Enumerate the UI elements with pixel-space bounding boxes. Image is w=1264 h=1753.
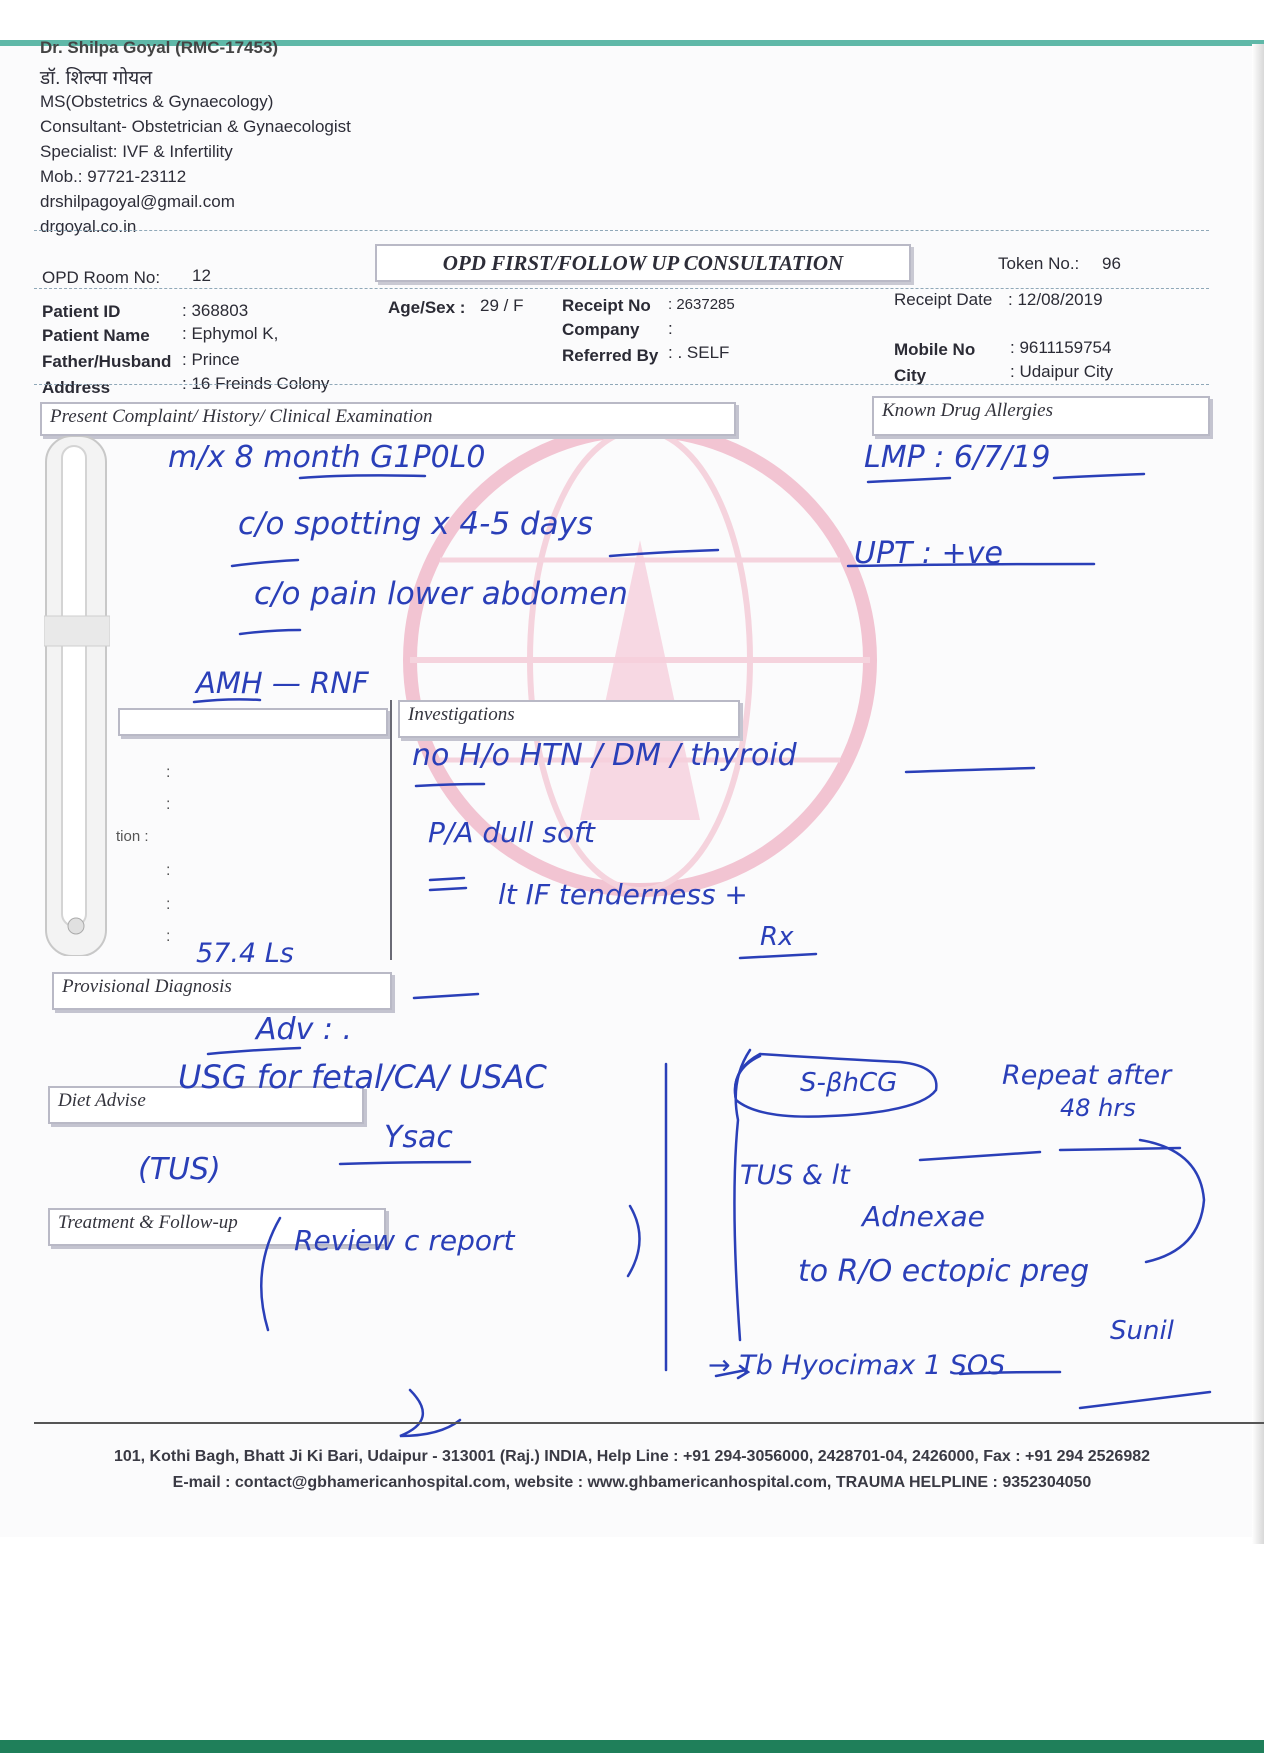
hw-advice: Adv : . [256, 1012, 353, 1047]
patient-id-value: : 368803 [182, 301, 249, 320]
father-husband-label: Father/Husband [42, 352, 172, 371]
company-label: Company [562, 320, 640, 339]
receipt-date-value: : 12/08/2019 [1008, 290, 1103, 309]
section-complaint-history: Present Complaint/ History/ Clinical Examination [40, 402, 736, 436]
hw-hrs: 48 hrs [1060, 1094, 1136, 1122]
hw-tus: (TUS) [138, 1152, 221, 1187]
doctor-mobile: Mob.: 97721-23112 [40, 167, 187, 186]
hw-complaint-line2: c/o spotting x 4-5 days [238, 506, 594, 542]
age-sex-value: 29 / F [480, 296, 524, 315]
mobile-label: Mobile No [894, 340, 976, 359]
hw-signature: Sunil [1110, 1316, 1174, 1346]
hw-ectopic: to R/O ectopic preg [798, 1254, 1090, 1289]
company-value: : [668, 319, 673, 338]
footer-contact: E-mail : contact@gbhamericanhospital.com, website : www.ghbamericanhospital.com, TRAUMA HELPLINE : 9352304050 [172, 1474, 1092, 1491]
hw-amh: AMH — RNF [196, 666, 369, 700]
hw-repeat: Repeat after [1002, 1060, 1172, 1091]
receipt-no-value: : 2637285 [668, 296, 735, 313]
doctor-degree: MS(Obstetrics & Gynaecology) [40, 92, 274, 111]
doctor-designation: Consultant- Obstetrician & Gynaecologist [40, 117, 351, 136]
mobile-value: : 9611159754 [1010, 338, 1112, 357]
referred-by-value: : . SELF [668, 343, 730, 362]
hw-pa-exam: P/A dull soft [428, 816, 595, 849]
opd-room-label: OPD Room No: [42, 268, 161, 287]
hw-ysac: Ysac [384, 1120, 453, 1155]
section-investigations: Investigations [398, 700, 740, 738]
footer-rule [34, 1422, 1264, 1424]
patient-id-label: Patient ID [42, 302, 121, 321]
hw-history: no H/o HTN / DM / thyroid [412, 738, 797, 773]
field-colon: : [166, 796, 171, 813]
hw-complaint-line1: m/x 8 month G1P0L0 [168, 440, 486, 475]
doctor-email: drshilpagoyal@gmail.com [40, 192, 235, 211]
hw-rx: Rx [760, 922, 794, 952]
city-value: : Udaipur City [1010, 362, 1113, 381]
section-provisional-diagnosis: Provisional Diagnosis [52, 972, 392, 1010]
hw-tablet: → Tb Hyocimax 1 SOS [708, 1350, 1006, 1381]
hw-complaint-line3: c/o pain lower abdomen [254, 576, 628, 612]
referred-by-label: Referred By [562, 346, 659, 365]
receipt-date-label: Receipt Date [894, 290, 993, 309]
hw-review: Review c report [294, 1224, 515, 1257]
hw-beta-hcg: S-βhCG [800, 1068, 898, 1098]
address-label: Address [42, 378, 111, 397]
section-diet-advise: Diet Advise [48, 1086, 364, 1124]
opd-room-value: 12 [192, 266, 211, 285]
doctor-website: drgoyal.co.in [40, 217, 137, 236]
patient-name-label: Patient Name [42, 326, 150, 345]
father-husband-value: : Prince [182, 350, 240, 369]
hw-number: 57.4 Ls [196, 938, 294, 969]
field-colon: : [166, 896, 171, 913]
partial-field-label: tion : [116, 828, 149, 845]
field-colon: : [166, 862, 171, 879]
hw-tus-lt: TUS & lt [740, 1160, 850, 1191]
hw-adnexae: Adnexae [862, 1200, 985, 1233]
field-colon: : [166, 928, 171, 945]
section-treatment-follow-up: Treatment & Follow-up [48, 1208, 386, 1246]
hw-lmp: LMP : 6/7/19 [864, 440, 1051, 475]
hw-usg: USG for fetal/CA/ USAC [178, 1058, 547, 1096]
patient-name-value: : Ephymol K, [182, 324, 279, 343]
footer-address: 101, Kothi Bagh, Bhatt Ji Ki Bari, Udaipur - 313001 (Raj.) INDIA, Help Line : +91 294-3056000, 2428701-04, 2426000, Fax : +91 294 2526982 [113, 1448, 1151, 1465]
age-sex-label: Age/Sex : [388, 298, 466, 317]
field-colon: : [166, 764, 171, 781]
form-title: OPD FIRST/FOLLOW UP CONSULTATION [375, 244, 911, 282]
doctor-specialty: Specialist: IVF & Infertility [40, 142, 233, 161]
doctor-name: Dr. Shilpa Goyal (RMC-17453) [40, 38, 279, 57]
hw-upt: UPT : +ve [854, 536, 1003, 571]
section-known-drug-allergies: Known Drug Allergies [872, 396, 1210, 436]
receipt-no-label: Receipt No [562, 296, 651, 315]
token-label: Token No.: [998, 254, 1080, 273]
doctor-name-hindi: डॉ. शिल्पा गोयल [40, 68, 153, 89]
city-label: City [894, 366, 927, 385]
address-value: : 16 Freinds Colony [182, 374, 330, 393]
token-value: 96 [1102, 254, 1121, 273]
hw-tenderness: lt IF tenderness + [498, 878, 748, 911]
